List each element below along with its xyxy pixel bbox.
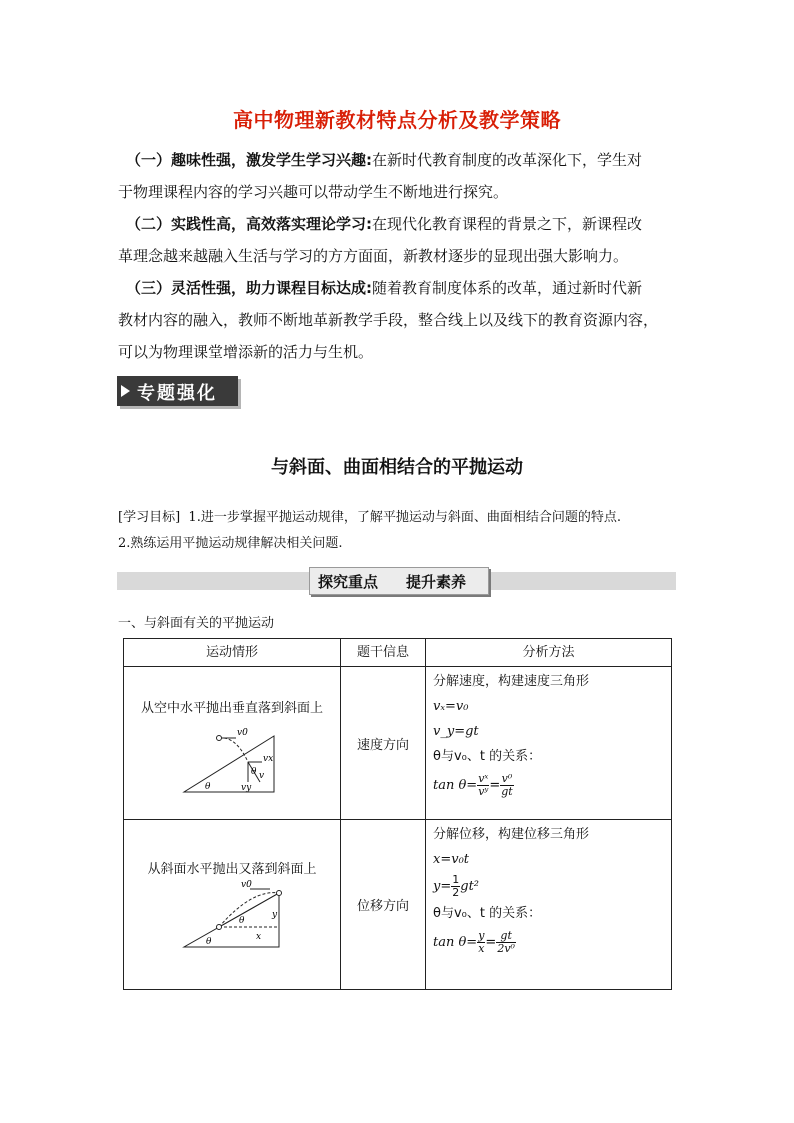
row2-tan-formula: tan θ= $\frac{y}{x}$ = $\frac{gt}{\text{2v⁰}}$ [433,929,515,955]
row2-eq2-frac-num: 1 [452,873,460,886]
label-theta-top: θ [251,767,257,777]
row2-eq2-frac-den: 2 [452,886,460,899]
section-title: 与斜面、曲面相结合的平抛运动 [271,457,523,478]
play-arrow-icon [121,385,130,397]
row1-relation: θ与v₀、t 的关系： [433,749,542,764]
label-v: v [259,771,265,781]
launch-point [217,736,222,741]
y-line [219,893,279,927]
row2-info: 位移方向 [341,820,426,990]
row2-method-title: 分解位移，构建位移三角形 [433,827,590,842]
page-title: 高中物理新教材特点分析及教学策略 [233,108,561,132]
label-theta: θ [206,937,212,947]
method-table [123,638,672,990]
goals-label: [学习目标] [118,510,181,525]
row1-method [426,667,672,820]
row2-frac1 [477,930,485,955]
row1-frac1-num: vˣ [478,772,489,785]
paragraph-2-line-2: 革理念越来越融入生活与学习的方方面面，新教材逐步的显现出强大影响力。 [118,247,629,265]
row2-frac2 [496,930,516,955]
ribbon-label: 专题强化 [137,383,217,404]
row1-method-title: 分解速度，构建速度三角形 [433,674,590,689]
row2-eq2-lhs: y= [433,879,452,894]
table-row [124,820,672,990]
row1-frac2 [500,773,513,798]
row1-eq1: vₓ=v₀ [433,699,469,714]
topic-ribbon [117,376,238,406]
trajectory [219,738,248,762]
row2-tan-lhs: tan θ= [433,935,478,950]
learning-goals [118,506,678,525]
row2-eq2 [426,874,671,899]
row1-situation: 从空中水平抛出垂直落到斜面上 [140,701,323,716]
paragraph-2 [118,208,678,272]
row2-eq2-rhs: gt² [460,879,480,894]
row2-frac2-den: 2v⁰ [497,942,515,955]
paragraph-2-heading: （二）实践性高，高效落实理论学习: [126,215,373,233]
landing-point [277,891,282,896]
header-info: 题干信息 [341,639,426,667]
label-theta-top: θ [239,916,245,926]
paragraph-1-heading: （一）趣味性强，激发学生学习兴趣: [126,151,373,169]
header-method: 分析方法 [426,639,672,667]
paragraph-2-line-1: 在现代化教育课程的背景之下，新课程改 [372,215,643,233]
paragraph-3 [118,272,678,368]
label-vx: vx [263,754,274,764]
banner-box [309,567,489,595]
paragraph-3-line-1: 随着教育制度体系的改革，通过新时代新 [372,279,643,297]
row1-frac2-num: v⁰ [501,772,513,785]
label-v0: v0 [241,880,252,890]
label-theta: θ [205,782,211,792]
label-vy: vy [241,783,252,793]
paragraph-3-line-2: 教材内容的融入，教师不断地革新教学手段，整合线上以及线下的教育资源内容， [118,311,659,329]
goal-1: 1.进一步掌握平抛运动规律，了解平抛运动与斜面、曲面相结合问题的特点. [188,510,621,525]
row1-situation-cell [124,667,341,820]
row2-eq2-frac [451,874,460,899]
paragraph-1-line-1: 在新时代教育制度的改革深化下，学生对 [372,151,643,169]
launch-point [217,925,222,930]
subheading: 一、与斜面有关的平抛运动 [118,616,275,631]
row1-tan-formula: tan θ= $\frac{\text{vˣ}}{\text{vʸ}}$ = $\frac{\text{v⁰}}{gt}$ [433,772,513,798]
paragraph-3-heading: （三）灵活性强，助力课程目标达成: [126,279,373,297]
table-row [124,667,672,820]
goal-2: 2.熟练运用平抛运动规律解决相关问题. [118,536,343,551]
row2-eq1: x=v₀t [433,852,470,867]
row1-tan-lhs: tan θ= [433,778,478,793]
incline [184,736,274,792]
row2-frac1-den: x [478,942,485,955]
row1-frac1-den: vʸ [478,785,489,798]
row2-situation-cell [124,820,341,990]
displacement-triangle-diagram [124,875,340,959]
banner-right: 提升素养 [406,573,467,591]
row1-frac1 [477,773,489,798]
paragraph-3-line-3: 可以为物理课堂增添新的活力与生机。 [118,343,374,361]
velocity-triangle-diagram [124,714,340,804]
row2-relation: θ与v₀、t 的关系： [433,906,542,921]
paragraph-1 [118,144,678,208]
row1-info: 速度方向 [341,667,426,820]
row2-frac2-num: gt [496,930,516,943]
row1-frac2-den: gt [501,785,513,798]
row2-situation: 从斜面水平抛出又落到斜面上 [147,862,317,877]
table-header-row [124,639,672,667]
row2-frac1-num: y [478,929,485,942]
label-x: x [256,932,262,942]
label-v0: v0 [237,728,248,738]
label-y: y [272,910,278,920]
row1-eq2: v_y=gt [433,724,479,739]
header-situation: 运动情形 [124,639,341,667]
paragraph-1-line-2: 于物理课程内容的学习兴趣可以带动学生不断地进行探究。 [118,183,509,201]
banner-left: 探究重点 [318,573,379,591]
row2-method [426,820,672,990]
